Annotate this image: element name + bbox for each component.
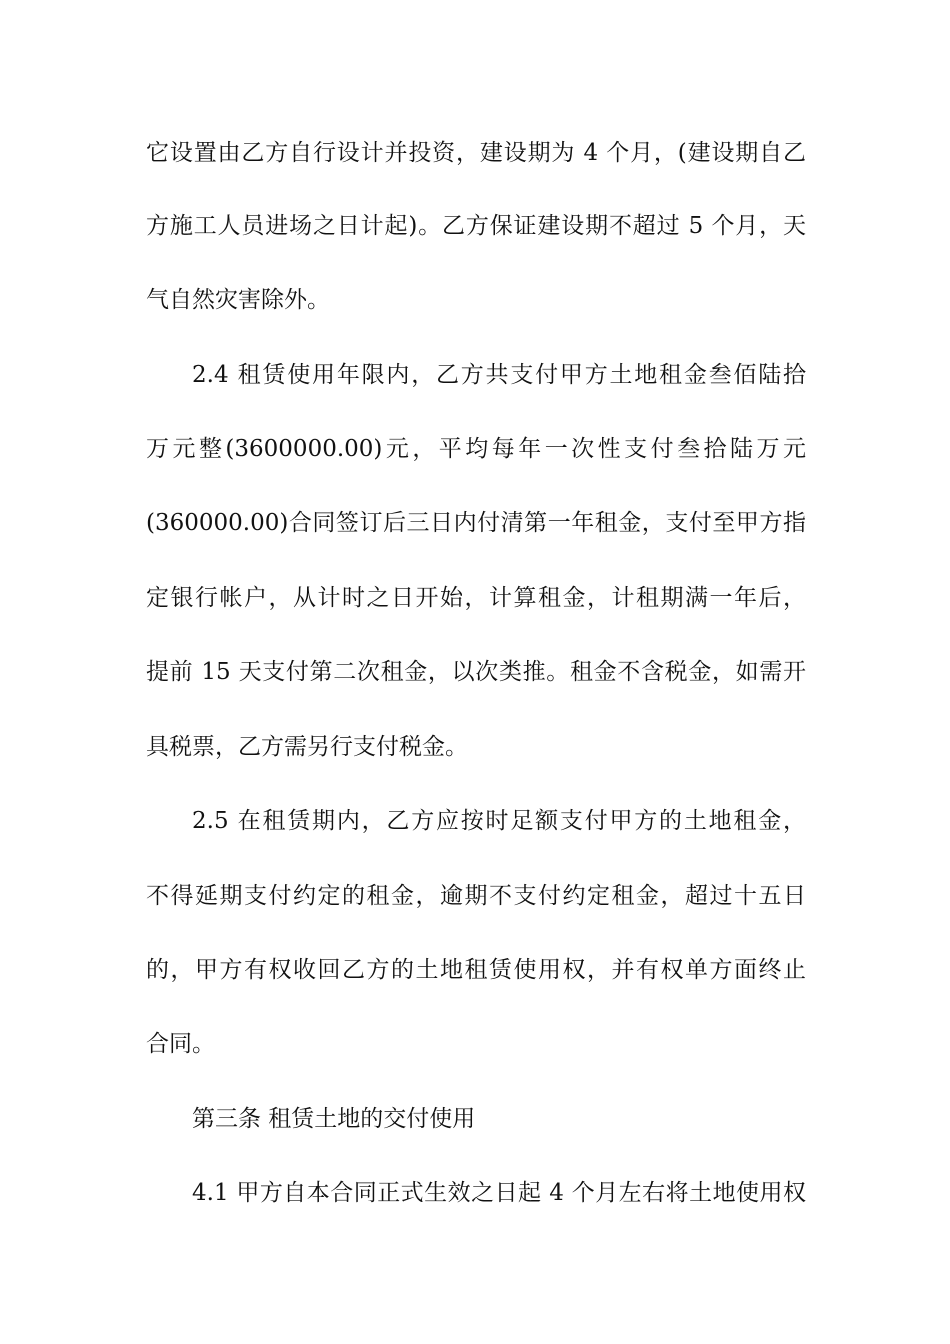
text-line: 具税票，乙方需另行支付税金。: [146, 734, 468, 760]
text-line: 合同。: [146, 1031, 215, 1057]
text-line: 气自然灾害除外。: [146, 287, 330, 313]
section-heading: 第三条 租赁土地的交付使用: [192, 1106, 476, 1132]
text-line: 它设置由乙方自行设计并投资，建设期为 4 个月，(建设期自乙: [146, 140, 806, 166]
text-line: 万元整(3600000.00)元，平均每年一次性支付叁拾陆万元: [146, 436, 806, 462]
paragraph-start-line: 2.4 租赁使用年限内，乙方共支付甲方土地租金叁佰陆拾: [192, 362, 806, 388]
text-line: 不得延期支付约定的租金，逾期不支付约定租金，超过十五日: [146, 883, 806, 909]
text-line: 方施工人员进场之日计起)。乙方保证建设期不超过 5 个月，天: [146, 213, 806, 239]
text-line: 提前 15 天支付第二次租金，以次类推。租金不含税金，如需开: [146, 659, 806, 685]
text-line: 的，甲方有权收回乙方的土地租赁使用权，并有权单方面终止: [146, 957, 806, 983]
paragraph-start-line: 2.5 在租赁期内，乙方应按时足额支付甲方的土地租金，: [192, 808, 806, 834]
paragraph-start-line: 4.1 甲方自本合同正式生效之日起 4 个月左右将土地使用权: [192, 1180, 806, 1206]
text-line: (360000.00)合同签订后三日内付清第一年租金，支付至甲方指: [146, 510, 806, 536]
text-line: 定银行帐户，从计时之日开始，计算租金，计租期满一年后，: [146, 585, 806, 611]
